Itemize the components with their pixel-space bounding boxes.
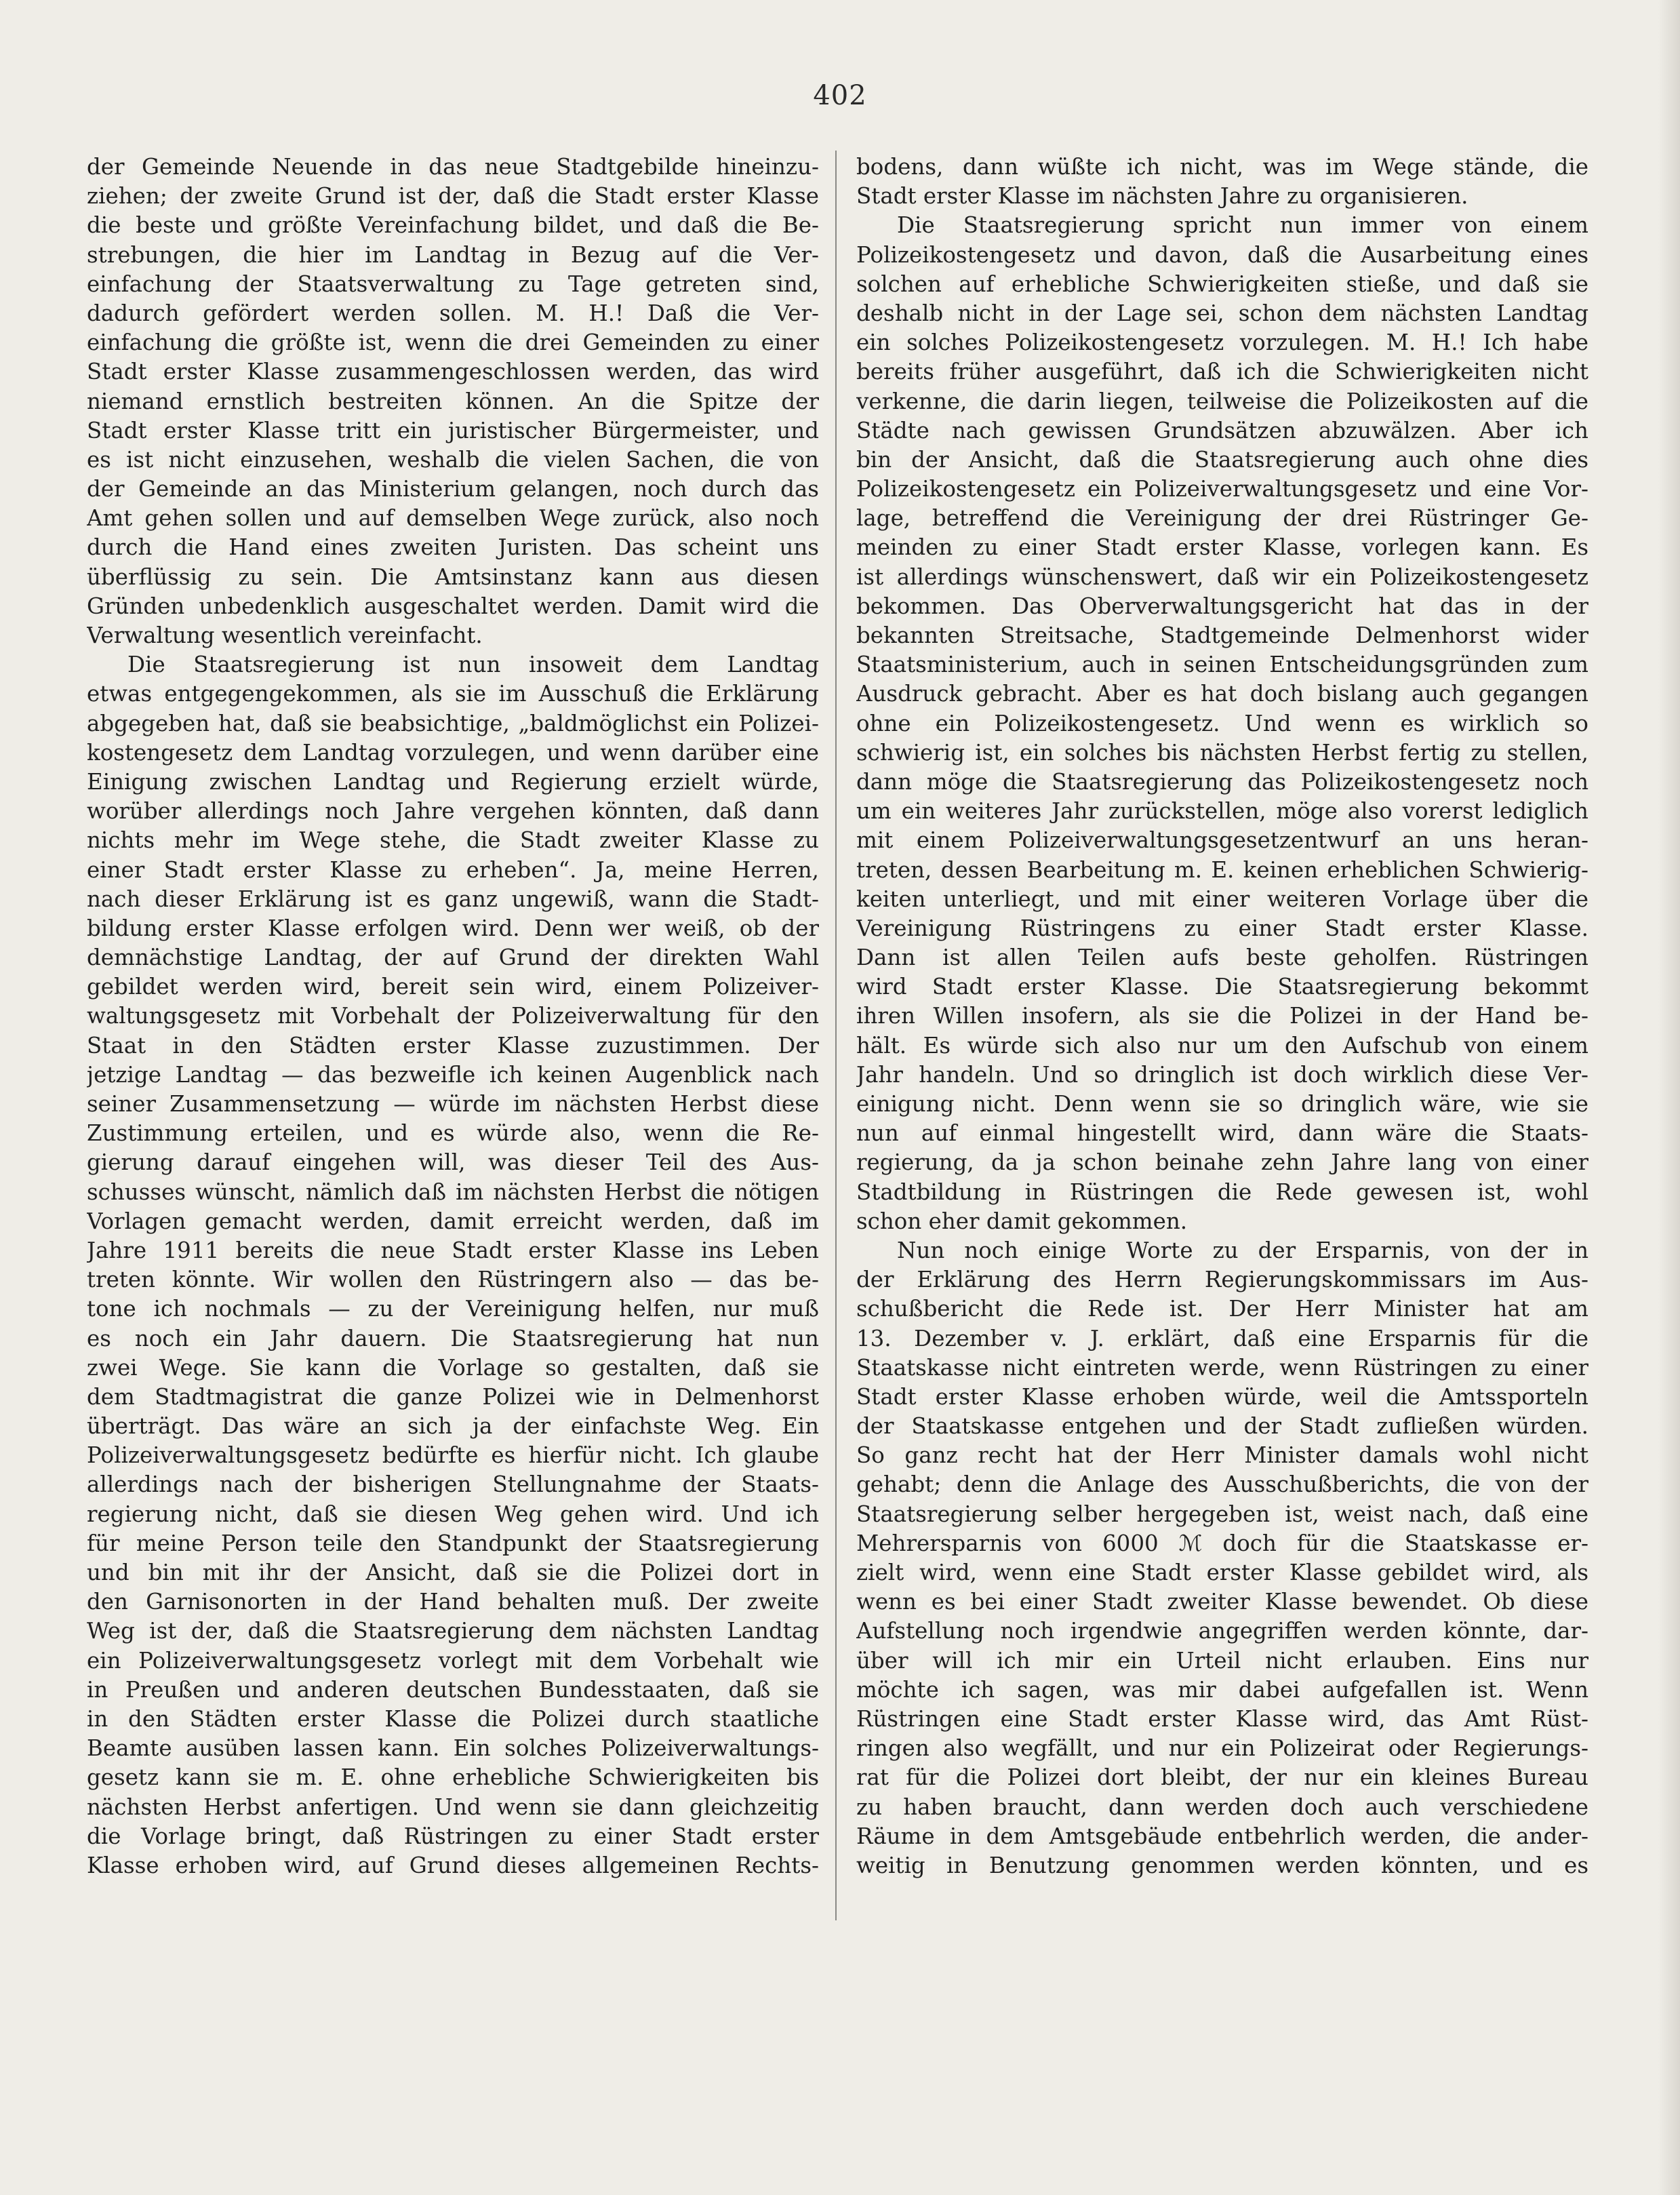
text-line: bin der Ansicht, daß die Staatsregierung auch ohne dies [856, 446, 1588, 473]
text-line: Verwaltung wesentlich vereinfacht. [87, 622, 483, 648]
text-line: einigung nicht. Denn wenn sie so dringlich wäre, wie sie [856, 1091, 1588, 1117]
text-line: Nun noch einige Worte zu der Ersparnis, von der in [897, 1237, 1588, 1263]
text-line: der Gemeinde Neuende in das neue Stadtgebilde hineinzu- [87, 154, 819, 180]
text-line: Beamte ausüben lassen kann. Ein solches Polizeiverwaltungs- [87, 1735, 819, 1762]
text-line: worüber allerdings noch Jahre vergehen könnten, daß dann [87, 798, 819, 825]
text-line: den Garnisonorten in der Hand behalten muß. Der zweite [87, 1589, 819, 1615]
text-line: um ein weiteres Jahr zurückstellen, möge also vorerst lediglich [856, 798, 1588, 825]
text-line: Stadt erster Klasse tritt ein juristischer Bürgermeister, und [87, 417, 819, 443]
text-line: die beste und größte Vereinfachung bildet, und daß die Be- [87, 212, 819, 239]
text-line: keiten unterliegt, und mit einer weiteren Vorlage über die [856, 886, 1588, 912]
text-line: niemand ernstlich bestreiten können. An die Spitze der [87, 388, 819, 414]
text-line: Die Staatsregierung spricht nun immer von einem [897, 212, 1588, 239]
text-line: hält. Es würde sich also nur um den Aufschub von einem [856, 1032, 1588, 1059]
text-line: kostengesetz dem Landtag vorzulegen, und wenn darüber eine [87, 739, 819, 766]
text-line: es ist nicht einzusehen, weshalb die vielen Sachen, die von [87, 446, 819, 473]
text-line: Jahre 1911 bereits die neue Stadt erster Klasse ins Leben [87, 1237, 819, 1263]
text-line: dann möge die Staatsregierung das Polizeikostengesetz noch [856, 768, 1588, 795]
text-line: jetzige Landtag — das bezweifle ich keinen Augenblick nach [87, 1061, 819, 1088]
text-line: rat für die Polizei dort bleibt, der nur ein kleines Bureau [856, 1764, 1588, 1791]
text-line: bekommen. Das Oberverwaltungsgericht hat das in der [856, 593, 1588, 619]
text-line: Weg ist der, daß die Staatsregierung dem nächsten Landtag [87, 1618, 819, 1644]
text-line: Stadt erster Klasse im nächsten Jahre zu organisieren. [856, 183, 1468, 210]
text-line: Gründen unbedenklich ausgeschaltet werden. Damit wird die [87, 593, 819, 619]
text-line: gehabt; denn die Anlage des Ausschußberichts, die von der [856, 1471, 1588, 1498]
text-line: Stadt erster Klasse erhoben würde, weil die Amtssporteln [856, 1383, 1588, 1410]
text-line: gebildet werden wird, bereit sein wird, einem Polizeiver- [87, 974, 819, 1000]
text-line: Klasse erhoben wird, auf Grund dieses allgemeinen Rechts- [87, 1852, 819, 1878]
text-line: Staatsministerium, auch in seinen Entscheidungsgründen zum [856, 652, 1588, 678]
text-line: bodens, dann wüßte ich nicht, was im Wege stände, die [856, 154, 1588, 180]
text-line: zielt wird, wenn eine Stadt erster Klasse gebildet wird, als [856, 1560, 1588, 1585]
text-line: lage, betreffend die Vereinigung der drei Rüstringer Ge- [856, 505, 1588, 532]
text-line: demnächstige Landtag, der auf Grund der direkten Wahl [87, 945, 819, 971]
text-line: überträgt. Das wäre an sich ja der einfachste Weg. Ein [87, 1413, 819, 1440]
text-line: dem Stadtmagistrat die ganze Polizei wie in Delmenhorst [87, 1383, 819, 1410]
text-line: der Gemeinde an das Ministerium gelangen, noch durch das [87, 476, 819, 502]
text-line: der Staatskasse entgehen und der Stadt zufließen würden. [856, 1413, 1588, 1440]
text-line: Amt gehen sollen und auf demselben Wege zurück, also noch [87, 505, 819, 532]
text-line: durch die Hand eines zweiten Juristen. Das scheint uns [87, 534, 819, 561]
text-line: schusses wünscht, nämlich daß im nächsten Herbst die nötigen [87, 1179, 819, 1205]
text-line: Zustimmung erteilen, und es würde also, wenn die Re- [87, 1120, 819, 1147]
column-divider [835, 151, 837, 1920]
text-line: nächsten Herbst anfertigen. Und wenn sie dann gleichzeitig [87, 1794, 819, 1820]
text-line: Städte nach gewissen Grundsätzen abzuwälzen. Aber ich [856, 417, 1588, 443]
text-line: So ganz recht hat der Herr Minister damals wohl nicht [856, 1442, 1588, 1469]
text-line: waltungsgesetz mit Vorbehalt der Polizeiverwaltung für den [87, 1003, 819, 1029]
text-line: treten, dessen Bearbeitung m. E. keinen erheblichen Schwierig- [856, 856, 1588, 883]
text-line: und bin mit ihr der Ansicht, daß sie die Polizei dort in [87, 1560, 819, 1585]
text-line: nach dieser Erklärung ist es ganz ungewiß, wann die Stadt- [87, 886, 819, 912]
text-line: Rüstringen eine Stadt erster Klasse wird, das Amt Rüst- [856, 1705, 1588, 1732]
text-line: Polizeikostengesetz ein Polizeiverwaltungsgesetz und eine Vor- [856, 476, 1588, 502]
text-line: deshalb nicht in der Lage sei, schon dem nächsten Landtag [856, 300, 1588, 326]
text-line: einer Stadt erster Klasse zu erheben“. Ja, meine Herren, [87, 856, 819, 883]
text-line: strebungen, die hier im Landtag in Bezug auf die Ver- [87, 241, 819, 268]
text-line: weitig in Benutzung genommen werden könnten, und es [856, 1852, 1588, 1878]
text-line: wird Stadt erster Klasse. Die Staatsregierung bekommt [856, 974, 1588, 1000]
text-line: Jahr handeln. Und so dringlich ist doch wirklich diese Ver- [856, 1061, 1588, 1088]
text-line: einfachung die größte ist, wenn die drei Gemeinden zu einer [87, 330, 819, 356]
text-line: Polizeikostengesetz und davon, daß die Ausarbeitung eines [856, 241, 1588, 268]
text-line: der Erklärung des Herrn Regierungskommissars im Aus- [856, 1267, 1588, 1293]
text-line: in den Städten erster Klasse die Polizei durch staatliche [87, 1705, 819, 1732]
text-line: Aufstellung noch irgendwie angegriffen werden könnte, dar- [856, 1618, 1588, 1644]
left-text-column [87, 153, 819, 1880]
text-line: Stadt erster Klasse zusammengeschlossen werden, das wird [87, 359, 819, 385]
text-line: tone ich nochmals — zu der Vereinigung helfen, nur muß [87, 1296, 819, 1322]
text-line: nichts mehr im Wege stehe, die Stadt zweiter Klasse zu [87, 827, 819, 854]
text-line: Staat in den Städten erster Klasse zuzustimmen. Der [87, 1032, 819, 1059]
text-line: ziehen; der zweite Grund ist der, daß die Stadt erster Klasse [87, 183, 819, 210]
text-line: Räume in dem Amtsgebäude entbehrlich werden, die ander- [856, 1823, 1588, 1849]
text-line: für meine Person teile den Standpunkt der Staatsregierung [87, 1530, 819, 1556]
text-line: regierung, da ja schon beinahe zehn Jahre lang von einer [856, 1149, 1588, 1176]
text-line: schußbericht die Rede ist. Der Herr Minister hat am [856, 1296, 1588, 1322]
text-line: bereits früher ausgeführt, daß ich die Schwierigkeiten nicht [856, 359, 1588, 385]
text-line: Staatskasse nicht eintreten werde, wenn Rüstringen zu einer [856, 1354, 1588, 1381]
text-line: Staatsregierung selber hergegeben ist, weist nach, daß eine [856, 1501, 1588, 1527]
text-line: gesetz kann sie m. E. ohne erhebliche Schwierigkeiten bis [87, 1764, 819, 1791]
text-line: wenn es bei einer Stadt zweiter Klasse bewendet. Ob diese [856, 1589, 1588, 1615]
text-line: in Preußen und anderen deutschen Bundesstaaten, daß sie [87, 1676, 819, 1703]
text-line: Die Staatsregierung ist nun insoweit dem Landtag [127, 652, 819, 678]
text-line: bekannten Streitsache, Stadtgemeinde Delmenhorst wider [856, 622, 1588, 648]
text-line: Polizeiverwaltungsgesetz bedürfte es hierfür nicht. Ich glaube [87, 1442, 819, 1469]
text-line: Einigung zwischen Landtag und Regierung erzielt würde, [87, 768, 819, 795]
text-line: ein solches Polizeikostengesetz vorzulegen. M. H.! Ich habe [856, 330, 1588, 356]
text-line: zwei Wege. Sie kann die Vorlage so gestalten, daß sie [87, 1354, 819, 1381]
text-line: es noch ein Jahr dauern. Die Staatsregierung hat nun [87, 1325, 819, 1351]
text-line: schwierig ist, ein solches bis nächsten Herbst fertig zu stellen, [856, 739, 1588, 766]
text-line: Vorlagen gemacht werden, damit erreicht werden, daß im [87, 1208, 819, 1234]
text-line: allerdings nach der bisherigen Stellungnahme der Staats- [87, 1471, 819, 1498]
page-number: 402 [813, 80, 867, 111]
text-line: mit einem Polizeiverwaltungsgesetzentwurf an uns heran- [856, 827, 1588, 854]
text-line: ein Polizeiverwaltungsgesetz vorlegt mit dem Vorbehalt wie [87, 1647, 819, 1674]
text-line: treten könnte. Wir wollen den Rüstringern also — das be- [87, 1267, 819, 1293]
text-line: die Vorlage bringt, daß Rüstringen zu einer Stadt erster [87, 1823, 819, 1849]
text-line: überflüssig zu sein. Die Amtsinstanz kann aus diesen [87, 563, 819, 590]
text-line: bildung erster Klasse erfolgen wird. Denn wer weiß, ob der [87, 915, 819, 941]
text-line: über will ich mir ein Urteil nicht erlauben. Eins nur [856, 1647, 1588, 1674]
text-line: Stadtbildung in Rüstringen die Rede gewesen ist, wohl [856, 1179, 1588, 1205]
text-line: ist allerdings wünschenswert, daß wir ein Polizeikostengesetz [856, 563, 1588, 590]
text-line: Vereinigung Rüstringens zu einer Stadt erster Klasse. [856, 915, 1588, 941]
text-line: Mehrersparnis von 6000 ℳ doch für die Staatskasse er- [856, 1530, 1588, 1556]
text-line: 13. Dezember v. J. erklärt, daß eine Ersparnis für die [856, 1325, 1588, 1351]
text-line: Ausdruck gebracht. Aber es hat doch bislang auch gegangen [856, 681, 1588, 707]
text-line: dadurch gefördert werden sollen. M. H.! Daß die Ver- [87, 300, 819, 326]
text-line: gierung darauf eingehen will, was dieser Teil des Aus- [87, 1149, 819, 1176]
text-line: ohne ein Polizeikostengesetz. Und wenn es wirklich so [856, 710, 1588, 736]
text-line: Dann ist allen Teilen aufs beste geholfen. Rüstringen [856, 945, 1588, 971]
text-line: nun auf einmal hingestellt wird, dann wäre die Staats- [856, 1120, 1588, 1147]
right-text-column [856, 153, 1588, 1880]
text-line: meinden zu einer Stadt erster Klasse, vorlegen kann. Es [856, 534, 1588, 561]
text-line: regierung nicht, daß sie diesen Weg gehen wird. Und ich [87, 1501, 819, 1527]
text-line: solchen auf erhebliche Schwierigkeiten stieße, und daß sie [856, 271, 1588, 297]
text-line: schon eher damit gekommen. [856, 1208, 1188, 1234]
text-line: einfachung der Staatsverwaltung zu Tage getreten sind, [87, 271, 819, 297]
text-line: möchte ich sagen, was mir dabei aufgefallen ist. Wenn [856, 1676, 1588, 1703]
text-line: ringen also wegfällt, und nur ein Polizeirat oder Regierungs- [856, 1735, 1588, 1762]
text-line: verkenne, die darin liegen, teilweise die Polizeikosten auf die [856, 388, 1588, 414]
text-line: zu haben braucht, dann werden doch auch verschiedene [856, 1794, 1588, 1820]
text-line: abgegeben hat, daß sie beabsichtige, „baldmöglichst ein Polizei- [87, 710, 819, 736]
text-line: etwas entgegengekommen, als sie im Ausschuß die Erklärung [87, 681, 819, 707]
page-edge-shadow [1658, 0, 1680, 2195]
text-line: seiner Zusammensetzung — würde im nächsten Herbst diese [87, 1091, 819, 1117]
text-line: ihren Willen insofern, als sie die Polizei in der Hand be- [856, 1003, 1588, 1029]
